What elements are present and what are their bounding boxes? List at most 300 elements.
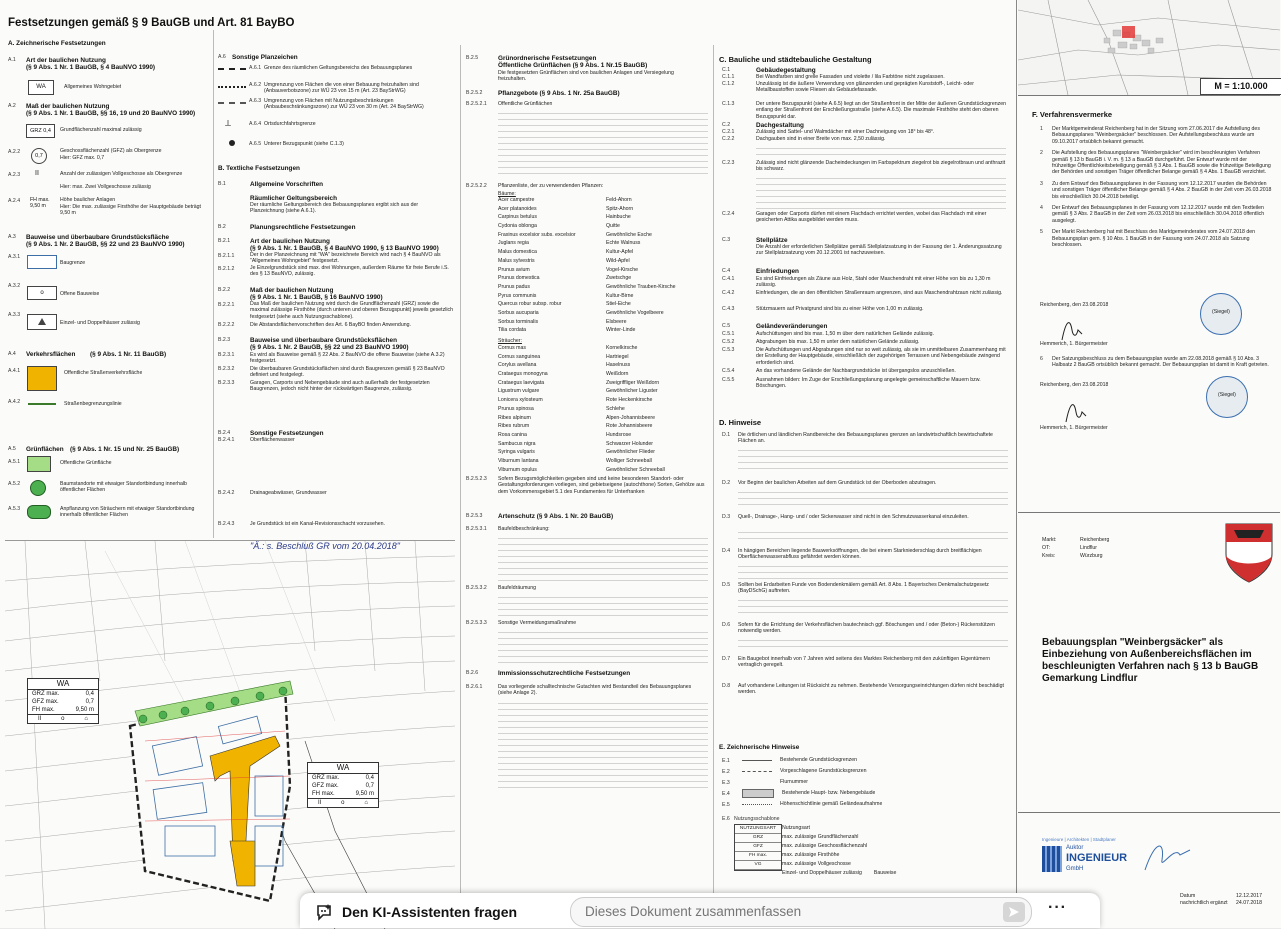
shrub-german: Kornelkirsche — [606, 345, 638, 351]
a63-text: Umgrenzung von Flächen mit Nutzungsbeschränkungen (Anbaubeschränkungszone) zur WÜ 23 von 30 m (Art. 24 BayStrWG) — [264, 98, 424, 111]
b2523-num: B.2.5.2.3 — [466, 476, 487, 482]
tree-row — [498, 293, 708, 302]
date-2: Reichenberg, den 23.08.2018 — [1040, 382, 1109, 388]
section-b-heading: B. Textliche Festsetzungen — [218, 165, 300, 172]
c23-num: C.2.3 — [722, 160, 735, 166]
hinweis-row — [722, 799, 1012, 810]
b22-sub: (§ 9 Abs. 1 Nr. 1 BauGB, § 16 BauNVO 1990) — [250, 294, 383, 301]
nutzungsschablone-legend — [782, 824, 1012, 876]
b2532-text: Baufeldräumung — [498, 585, 537, 591]
tree-latin: Tilia cordata — [498, 327, 527, 334]
a24-text: Höhe baulicher Anlagen — [60, 197, 116, 203]
d3-num: D.3 — [722, 514, 731, 520]
kreis-value: Würzburg — [1080, 553, 1103, 559]
section-d-heading: D. Hinweise — [719, 418, 762, 427]
a63-num: A.6.3 — [249, 98, 262, 104]
verfahrensvermerk — [1040, 205, 1272, 224]
b212-num: B.2.1.2 — [218, 266, 235, 272]
wa-row-val: 0,4 — [85, 691, 94, 697]
page-title: Festsetzungen gemäß § 9 BauGB und Art. 81 BayBO — [8, 17, 295, 29]
b23-num: B.2.3 — [218, 337, 231, 343]
tree-german: Elsbeere — [606, 318, 627, 325]
more-options-button[interactable]: ··· — [1048, 899, 1067, 916]
hinweis-symbol — [742, 771, 772, 772]
section-e-heading: E. Zeichnerische Hinweise — [719, 744, 800, 751]
tree-latin: Malus domestica — [498, 249, 537, 256]
column-divider — [213, 30, 214, 538]
baum-icon — [30, 480, 46, 496]
ai-assistant-bar — [300, 893, 1100, 928]
b26-title: Immissionsschutzrechtliche Festsetzungen — [498, 670, 631, 677]
b23-title: Bauweise und überbaubare Grundstücksflächen — [250, 337, 398, 344]
d6-text: Sofern für die Errichtung der Verkehrsflächen bautechnisch ggf. Böschungen und / oder (Beton-) Rückenstützen notwendig werden. — [738, 622, 995, 635]
d5-text: Sollten bei Erdarbeiten Funde von Bodendenkmälern gemäß Art. 8 Abs. 1 Bayerisches Denkmalschutzgesetz (BayDSchG) auftreten. — [738, 582, 989, 595]
shrub-german: Hartriegel — [606, 353, 629, 360]
shrub-row — [498, 362, 708, 371]
b22-title: Maß der baulichen Nutzung — [250, 287, 334, 294]
b232-num: B.2.3.2 — [218, 366, 235, 372]
c3-num: C.3 — [722, 237, 731, 243]
hinweis-text: Vorgeschlagene Grundstücksgrenzen — [780, 768, 867, 775]
b2-title: Planungsrechtliche Festsetzungen — [250, 224, 356, 231]
shrub-latin: Crataegus laevigata — [498, 379, 545, 386]
c13-num: C.1.3 — [722, 101, 735, 107]
b241-num: B.2.4.1 — [218, 437, 235, 443]
tree-row — [498, 240, 708, 249]
nutzungsschablone-wa-1 — [27, 678, 99, 724]
shrub-latin: Cornus sanguinea — [498, 353, 541, 360]
plan-drawing — [5, 540, 455, 929]
d1-num: D.1 — [722, 432, 731, 438]
tree-german: Gewöhnliche Vogelbeere — [606, 309, 664, 316]
wa-row — [28, 706, 98, 714]
hinweis-row — [722, 777, 1012, 788]
shrub-row — [498, 371, 708, 380]
vermerk-text: Der Entwurf des Bebauungsplanes in der Fassung vom 12.12.2017 wurde mit den Textteilen gemäß § 3 Abs. 2 BauGB in der Zeit vom 26.03.2018 bis einschließlich 30.04.2018 öffentlich ausgelegt. — [1052, 205, 1265, 224]
a64-num: A.6.4 — [249, 121, 262, 127]
a2-num: A.2 — [8, 103, 16, 109]
c24-num: C.2.4 — [722, 211, 735, 217]
markt-label: Markt: — [1042, 537, 1057, 543]
tree-latin: Pyrus communis — [498, 292, 537, 299]
a4-sub: (§ 9 Abs. 1 Nr. 11 BauGB) — [90, 351, 167, 358]
hinweis-text: Bestehende Grundstücksgrenzen — [780, 757, 857, 764]
scale-label: M = 1:10.000 — [1200, 78, 1281, 95]
a4-num: A.4 — [8, 351, 16, 357]
tree-latin: Fraxinus excelsior subs. excelsior — [498, 231, 576, 238]
nutzungsschablone-table — [734, 824, 782, 871]
bezugspunkt-icon — [229, 140, 235, 146]
verfahrensvermerke-list — [1040, 126, 1272, 254]
mayor-2: Hemmerich, 1. Bürgermeister — [1040, 425, 1108, 431]
shrubs-list — [498, 345, 708, 475]
d5-text-block — [738, 595, 1008, 615]
b25-title: Grünordnerische Festsetzungen — [498, 55, 597, 62]
a24-num: A.2.4 — [8, 198, 21, 204]
c3-title: Stellplätze — [756, 237, 788, 244]
b231-num: B.2.3.1 — [218, 352, 235, 358]
a65-num: A.6.5 — [249, 141, 262, 147]
wa-row-key: GRZ max. — [312, 775, 340, 781]
vermerk-num: 5 — [1040, 229, 1043, 236]
a41-text: Öffentliche Straßenverkehrsfläche — [64, 370, 143, 376]
shrub-row — [498, 449, 708, 458]
a65-text: Unterer Bezugspunkt (siehe C.1.3) — [264, 141, 344, 147]
a1-sub: (§ 9 Abs. 1 Nr. 1 BauGB, § 4 BauNVO 1990) — [26, 64, 156, 71]
tree-german: Echte Walnuss — [606, 240, 641, 247]
b261-num: B.2.6.1 — [466, 684, 483, 690]
wa-rows — [308, 774, 378, 798]
verkehrsflaeche-symbol — [27, 366, 57, 391]
c43-num: C.4.3 — [722, 306, 735, 312]
wa-haustyp: ⌂ — [364, 800, 369, 806]
b1-title: Allgemeine Vorschriften — [250, 181, 324, 188]
tree-latin: Acer campestre — [498, 197, 535, 203]
shrub-row — [498, 467, 708, 476]
c53-num: C.5.3 — [722, 347, 735, 353]
tree-german: Quitte — [606, 223, 620, 230]
ai-prompt-input[interactable] — [571, 898, 985, 924]
b253-num: B.2.5.3 — [466, 513, 483, 519]
divider — [1018, 512, 1280, 513]
schablone-cell: GRZ — [735, 834, 781, 843]
b24-title: Sonstige Festsetzungen — [250, 430, 324, 437]
schablone-extra-2: Bauweise — [873, 870, 897, 876]
ask-ai-button[interactable] — [316, 901, 517, 923]
strassenbegrenzungslinie-symbol — [28, 403, 56, 405]
f6-num: 6 — [1040, 356, 1043, 362]
coat-of-arms-icon — [1224, 522, 1274, 584]
b2533-text-block — [498, 627, 708, 663]
b1-sub: Räumlicher Geltungsbereich — [250, 195, 338, 202]
tree-latin: Prunus avium — [498, 266, 530, 273]
shrub-latin: Lonicera xylosteum — [498, 397, 543, 404]
b222-num: B.2.2.2 — [218, 322, 235, 328]
c22-num: C.2.2 — [722, 136, 735, 142]
schablone-cell: GFZ — [735, 843, 781, 852]
firm-tagline: Ingenieure | Architekten | Stadtplaner — [1042, 837, 1116, 842]
shrub-latin: Syringa vulgaris — [498, 449, 535, 456]
c5-title: Geländeveränderungen — [756, 323, 828, 330]
zeichnerische-hinweise-list — [722, 755, 1012, 810]
c53-text: Die Aufschüttungen und Abgrabungen sind nur so weit zulässig, als sie im unmittelbaren Zusammenhang mit der Erstellung der Hauptgebäude, einschließlich der zugehörigen Terrassen und Nebengebäude zwingend erforderlich sind. — [756, 347, 1006, 366]
anbaubeschraenkung-symbol — [218, 102, 246, 107]
tree-row — [498, 275, 708, 284]
schablone-cell: VG — [735, 861, 781, 870]
shrub-latin: Ribes alpinum — [498, 414, 531, 421]
vermerk-num: 2 — [1040, 150, 1043, 157]
c41-text: Es sind Einfriedungen als Zäune aus Holz, Stahl oder Maschendraht mit einer Höhe von bis zu 1,30 m zulässig. — [756, 276, 991, 289]
tree-row — [498, 197, 708, 206]
a23-text2: Hier: max. Zwei Vollgeschosse zulässig — [60, 184, 151, 190]
kreis-label: Kreis: — [1042, 553, 1056, 559]
d8-text: Auf vorhandene Leitungen ist Rücksicht zu nehmen. Bestehende Versorgungseinrichtungen dürfen nicht beschädigt werden. — [738, 683, 1004, 696]
tree-row — [498, 232, 708, 241]
b222-text: Die Abstandsflächenvorschriften des Art. 6 BayBO finden Anwendung. — [250, 322, 411, 328]
b232-text: Die überbaubaren Grundstücksflächen sind durch Baugrenzen gemäß § 23 BauNVO definiert und festgelegt. — [250, 366, 445, 379]
a33-text: Einzel- und Doppelhäuser zulässig — [60, 320, 140, 326]
ai-prompt-field[interactable] — [570, 897, 1032, 927]
a2-text: Grundflächenzahl maximal zulässig — [60, 127, 142, 133]
signature-2-icon — [1062, 398, 1092, 424]
shrub-german: Rote Johannisbeere — [606, 423, 653, 430]
b252-title: Pflanzgebote (§ 9 Abs. 1 Nr. 25a BauGB) — [498, 90, 620, 97]
b211-text: Der in der Planzeichnung mit "WA" bezeichnete Bereich wird nach § 4 BauNVO als "Allgemeines Wohngebiet" festgesetzt. — [250, 252, 441, 265]
verfahrensvermerk — [1040, 126, 1272, 145]
shrub-german: Haselnuss — [606, 362, 631, 369]
tree-row — [498, 258, 708, 267]
shrub-german: Wolliger Schneeball — [606, 457, 652, 464]
b243-num: B.2.4.3 — [218, 521, 235, 527]
hinweis-num: E.3 — [722, 779, 730, 786]
send-button[interactable] — [1003, 902, 1025, 922]
b212-text: Je Einzelgrundstück sind max. drei Wohnungen, außerdem Räume für freie Berufe i.S. des § 13 BauNVO, zulässig. — [250, 265, 449, 278]
shrub-german: Gewöhnlicher Flieder — [606, 449, 656, 456]
shrub-german: Weißdorn — [606, 371, 629, 378]
tree-latin: Carpinus betulus — [498, 214, 537, 221]
b221-text: Das Maß der baulichen Nutzung wird durch die Grundflächenzahl (GRZ) sowie die maximal zulässige Firsthöhe (durch unteren und oberen Bezugspunkt) jeweils gesetzlich festgesetzt (siehe auch Nutzungsschablone). — [250, 301, 453, 320]
b2-num: B.2 — [218, 224, 226, 230]
b2532-num: B.2.5.3.2 — [466, 585, 487, 591]
tree-latin: Sorbus torminalis — [498, 318, 539, 325]
a41-num: A.4.1 — [8, 368, 21, 374]
c55-num: C.5.5 — [722, 377, 735, 383]
d6-num: D.6 — [722, 622, 731, 628]
straucher-icon — [27, 505, 51, 519]
tree-row — [498, 249, 708, 258]
b23-sub: (§ 9 Abs. 1 Nr. 2 BauGB, §§ 22 und 23 BauNVO 1990) — [250, 344, 409, 351]
a53-text: Anpflanzung von Sträuchern mit etwaiger Standortbindung innerhalb öffentlicher Flächen — [60, 506, 195, 519]
tree-german: Zwetschge — [606, 275, 632, 282]
markt-value: Reichenberg — [1080, 537, 1110, 543]
a32-text: Offene Bauweise — [60, 291, 100, 297]
b22-num: B.2.2 — [218, 287, 231, 293]
wa-row-key: GFZ max. — [312, 783, 339, 789]
send-icon — [1008, 906, 1020, 918]
tree-row — [498, 319, 708, 328]
datum-2: 24.07.2018 — [1236, 900, 1262, 906]
vermerk-num: 3 — [1040, 180, 1043, 187]
b25-num: B.2.5 — [466, 55, 479, 61]
c21-text: Zulässig sind Sattel- und Walmdächer mit einer Dachneigung von 18° bis 48°. — [756, 129, 935, 135]
schablone-cell: FH max. — [735, 852, 781, 861]
shrub-german: Zweigriffliger Weißdorn — [606, 379, 660, 386]
ask-ai-label: Den KI-Assistenten fragen — [342, 904, 518, 920]
d7-num: D.7 — [722, 656, 731, 662]
shrub-row — [498, 432, 708, 441]
a42-text: Straßenbegrenzungslinie — [64, 401, 122, 407]
wa-bottom-row — [28, 714, 98, 723]
hinweis-text: Höhenschichtlinie gemäß Geländeaufnahme — [780, 801, 883, 808]
wa-row-key: FH max. — [312, 791, 335, 797]
hinweis-num: E.5 — [722, 801, 730, 808]
d2-text: Vor Beginn der baulichen Arbeiten auf dem Grundstück ist der Oberboden abzutragen. — [738, 480, 937, 486]
a22-text2: Hier: GFZ max. 0,7 — [60, 155, 105, 161]
c1-title: Gebäudegestaltung — [756, 67, 816, 74]
d3-text-block — [738, 527, 1008, 539]
a32-num: A.3.2 — [8, 283, 21, 289]
shrub-latin: Viburnum lantana — [498, 457, 539, 464]
shrub-latin: Ribes rubrum — [498, 423, 530, 430]
c2-num: C.2 — [722, 122, 731, 128]
tree-german: Winter-Linde — [606, 327, 636, 334]
tree-row — [498, 327, 708, 336]
tree-german: Hainbuche — [606, 214, 631, 221]
a6-title: Sonstige Planzeichen — [232, 54, 298, 61]
c55-text: Ausnahmen bilden: Im Zuge der Erschließungsplanung angelegte gemeinschaftliche Mauern bzw. Böschungen. — [756, 377, 981, 390]
firm-name-2: INGENIEUR — [1066, 852, 1128, 864]
shrub-german: Schwarzer Holunder — [606, 440, 653, 447]
hinweis-row — [722, 755, 1012, 766]
wa-bauweise: o — [61, 716, 65, 722]
b252-num: B.2.5.2 — [466, 90, 483, 96]
d3-text: Quell-, Drainage-, Hang- und / oder Sickerwasser sind nicht in den Schmutzwasserkanal einzuleiten. — [738, 514, 969, 520]
a51-text: Öffentliche Grünfläche — [60, 460, 112, 466]
b243-text: Je Grundstück ist ein Kanal-Revisionsschacht vorzusehen. — [250, 521, 385, 527]
a52-text: Baumstandorte mit etwaiger Standortbindung innerhalb öffentlicher Flächen — [60, 481, 187, 494]
shrub-row — [498, 380, 708, 389]
b21-title: Art der baulichen Nutzung — [250, 238, 330, 245]
wa-label: WA — [28, 679, 98, 690]
b261-text: Das vorliegende schalltechnische Gutachten wird Bestandteil des Bebauungsplanes (siehe Anlage 2). — [498, 684, 692, 697]
divider — [1018, 812, 1280, 813]
section-a-heading: A. Zeichnerische Festsetzungen — [8, 40, 106, 47]
b233-text: Garagen, Carports und Nebengebäude sind auch außerhalb der festgesetzten Baugrenzen, jedoch nicht hinter der rückwärtigen Baugrenze, zulässig. — [250, 380, 430, 393]
shrub-row — [498, 423, 708, 432]
shrub-row — [498, 388, 708, 397]
b2531-num: B.2.5.3.1 — [466, 526, 487, 532]
shrub-row — [498, 458, 708, 467]
wa-row-val: 0,7 — [365, 783, 374, 789]
a6-num: A.6 — [218, 54, 226, 60]
c11-num: C.1.1 — [722, 74, 735, 80]
c11-text: Bei Wandfarben sind grelle Fassaden und violette / lila Farbtöne nicht zugelassen. — [756, 74, 945, 80]
seal-1-label: (Siegel) — [1212, 309, 1230, 315]
b1-num: B.1 — [218, 181, 226, 187]
vermerk-num: 1 — [1040, 126, 1043, 132]
a2-title: Maß der baulichen Nutzung — [26, 103, 110, 110]
wa-row-val: 0,4 — [365, 775, 374, 781]
grz-symbol: GRZ 0,4 — [26, 124, 55, 138]
b1-text: Der räumliche Geltungsbereich des Bebauungsplanes ergibt sich aus der Planzeichnung (siehe A.6.1). — [250, 202, 419, 215]
d6-text-block — [738, 635, 1008, 649]
c23-text: Zulässig sind nicht glänzende Dacheindeckungen im Farbspektrum ziegelrot bis ziegelrotbraun und anthrazit bis schwarz. — [756, 160, 1006, 173]
shrub-latin: Corylus avellana — [498, 362, 537, 369]
c1-num: C.1 — [722, 67, 731, 73]
shrub-row — [498, 415, 708, 424]
b231-text: Es wird als Bauweise gemäß § 22 Abs. 2 BauNVO die offene Bauweise (siehe A.3.2) festgesetzt. — [250, 352, 445, 365]
b242-num: B.2.4.2 — [218, 490, 235, 496]
wa-rows — [28, 690, 98, 714]
b2531-text-block — [498, 533, 708, 581]
handwritten-note: "Ä.: s. Beschluß GR vom 20.04.2018" — [250, 541, 400, 551]
c51-num: C.5.1 — [722, 331, 735, 337]
schablone-legend-text: max. zulässige Vollgeschosse — [782, 861, 851, 867]
a53-num: A.5.3 — [8, 506, 21, 512]
wa-row-val: 0,7 — [85, 699, 94, 705]
tree-german: Feld-Ahorn — [606, 197, 632, 203]
shrub-german: Gewöhnlicher Schneeball — [606, 466, 665, 473]
schablone-extra-1: Einzel- und Doppelhäuser zulässig — [782, 870, 862, 876]
d1-text: Die örtlichen und ländlichen Randbereiche des Bebauungsplanes grenzen an landwirtschaftlich bewirtschaftete Flächen an. — [738, 432, 993, 445]
e6-title: Nutzungsschablone — [734, 816, 780, 822]
d4-text-block — [738, 561, 1008, 579]
c4-num: C.4 — [722, 268, 731, 274]
mayor-1: Hemmerich, 1. Bürgermeister — [1040, 341, 1108, 347]
a1-title: Art der baulichen Nutzung — [26, 57, 106, 64]
c54-num: C.5.4 — [722, 368, 735, 374]
hinweis-symbol — [742, 760, 772, 761]
tree-row — [498, 206, 708, 215]
b26-text-block — [498, 698, 708, 790]
c22-text: Dachgauben sind in einer Breite von max. 2,50 zulässig. — [756, 136, 886, 142]
a64-text: Ortsdurchfahrtsgrenze — [264, 121, 316, 127]
schablone-cell: NUTZUNGSART — [735, 825, 781, 834]
shrub-latin: Ligustrum vulgare — [498, 388, 540, 395]
c42-text: Einfriedungen, die an den öffentlichen Straßenraum angrenzen, sind aus Maschendrahtzaun nicht zulässig. — [756, 290, 1003, 296]
ot-value: Lindflur — [1080, 545, 1098, 551]
a31-text: Baugrenze — [60, 260, 86, 266]
hinweis-symbol — [742, 804, 772, 805]
hinweis-text: Bestehende Haupt- bzw. Nebengebäude — [782, 790, 876, 797]
wa-row — [28, 698, 98, 706]
a23-num: A.2.3 — [8, 172, 21, 178]
b211-num: B.2.1.1 — [218, 253, 235, 259]
ai-chat-icon — [316, 903, 334, 921]
b253-title: Artenschutz (§ 9 Abs. 1 Nr. 20 BauGB) — [498, 513, 614, 520]
wa-row — [308, 774, 378, 782]
a3-num: A.3 — [8, 234, 16, 240]
shrub-latin: Viburnum opulus — [498, 466, 537, 473]
shrub-row — [498, 354, 708, 363]
b2533-text: Sonstige Vermeidungsmaßnahme — [498, 620, 577, 626]
vermerk-text: Zu dem Entwurf des Bebauungsplanes in der Fassung vom 12.12.2017 wurden die Behörden und sonstigen Träger öffentlicher Belange gemäß § 4 Abs. 2 BauGB in der Zeit vom 26.03.2018 bis einschließlich 30.04.2018 beteiligt. — [1052, 180, 1272, 200]
c54-text: An das vorhandene Gelände der Nachbargrundstücke ist übergangslos anzuschließen. — [756, 368, 956, 374]
schablone-legend-text: max. zulässige Grundflächenzahl — [782, 834, 859, 840]
schablone-legend-text: max. zulässige Firsthöhe — [782, 852, 840, 858]
c51-text: Aufschüttungen sind bis max. 1,50 m über dem natürlichen Gelände zulässig. — [756, 331, 934, 337]
tree-row — [498, 214, 708, 223]
wa-row — [28, 690, 98, 698]
c5-num: C.5 — [722, 323, 731, 329]
anbauverbot-symbol — [218, 86, 246, 91]
a22-text: Geschossflächenzahl (GFZ) als Obergrenze — [60, 148, 162, 154]
gruenflaeche-symbol — [27, 456, 51, 472]
f6-text: Der Satzungsbeschluss zu dem Bebauungsplan wurde am 22.08.2018 gemäß § 10 Abs. 3 Halbsatz 2 BauGB ortsüblich bekannt gemacht. Der Bebauungsplan ist damit in Kraft getreten. — [1052, 356, 1269, 369]
nachtrag-label: nachrichtlich ergänzt — [1180, 900, 1228, 906]
c23-text-block — [756, 173, 1006, 209]
hinweis-num: E.1 — [722, 757, 730, 764]
c43-text: Stützmauern auf Privatgrund sind bis zu einer Höhe von 1,00 m zulässig. — [756, 306, 924, 312]
tree-latin: Malus sylvestris — [498, 257, 535, 264]
shrub-german: Schlehe — [606, 405, 625, 412]
vermerk-num: 4 — [1040, 205, 1043, 212]
geltungsbereich-symbol — [218, 68, 246, 73]
date-1: Reichenberg, den 23.08.2018 — [1040, 302, 1109, 308]
c12-num: C.1.2 — [722, 81, 735, 87]
vermerk-text: Die Aufstellung des Bebauungsplanes "Weinbergsäcker" wird im beschleunigten Verfahren gemäß § 13 b BauGB i. V. m. § 13 a BauGB durchgeführt. Der Entwurf wurde mit der frühzeitige Öffentlichkeitsbeteiligung gemäß § 3 Abs. 1 BauGB sowie die frühzeitige Beteiligung der Behörden und sonstigen Träger öffentlicher Belange gemäß § 4 Abs. 1 BauGB verzichtet. — [1052, 150, 1271, 176]
shrub-row — [498, 406, 708, 415]
tree-latin: Quercus robur subsp. robur — [498, 301, 562, 308]
shrub-latin: Cornus mas — [498, 345, 526, 351]
b25-sub: Öffentliche Grünflächen (§ 9 Abs. 1 Nr.15 BauGB) — [498, 62, 648, 69]
shrub-latin: Prunus spinosa — [498, 405, 534, 412]
hinweis-text: Flurnummer — [780, 779, 808, 786]
c41-num: C.4.1 — [722, 276, 735, 282]
column-divider — [460, 45, 461, 895]
firm-name-1: Auktor — [1066, 845, 1084, 851]
a5-num: A.5 — [8, 446, 16, 452]
